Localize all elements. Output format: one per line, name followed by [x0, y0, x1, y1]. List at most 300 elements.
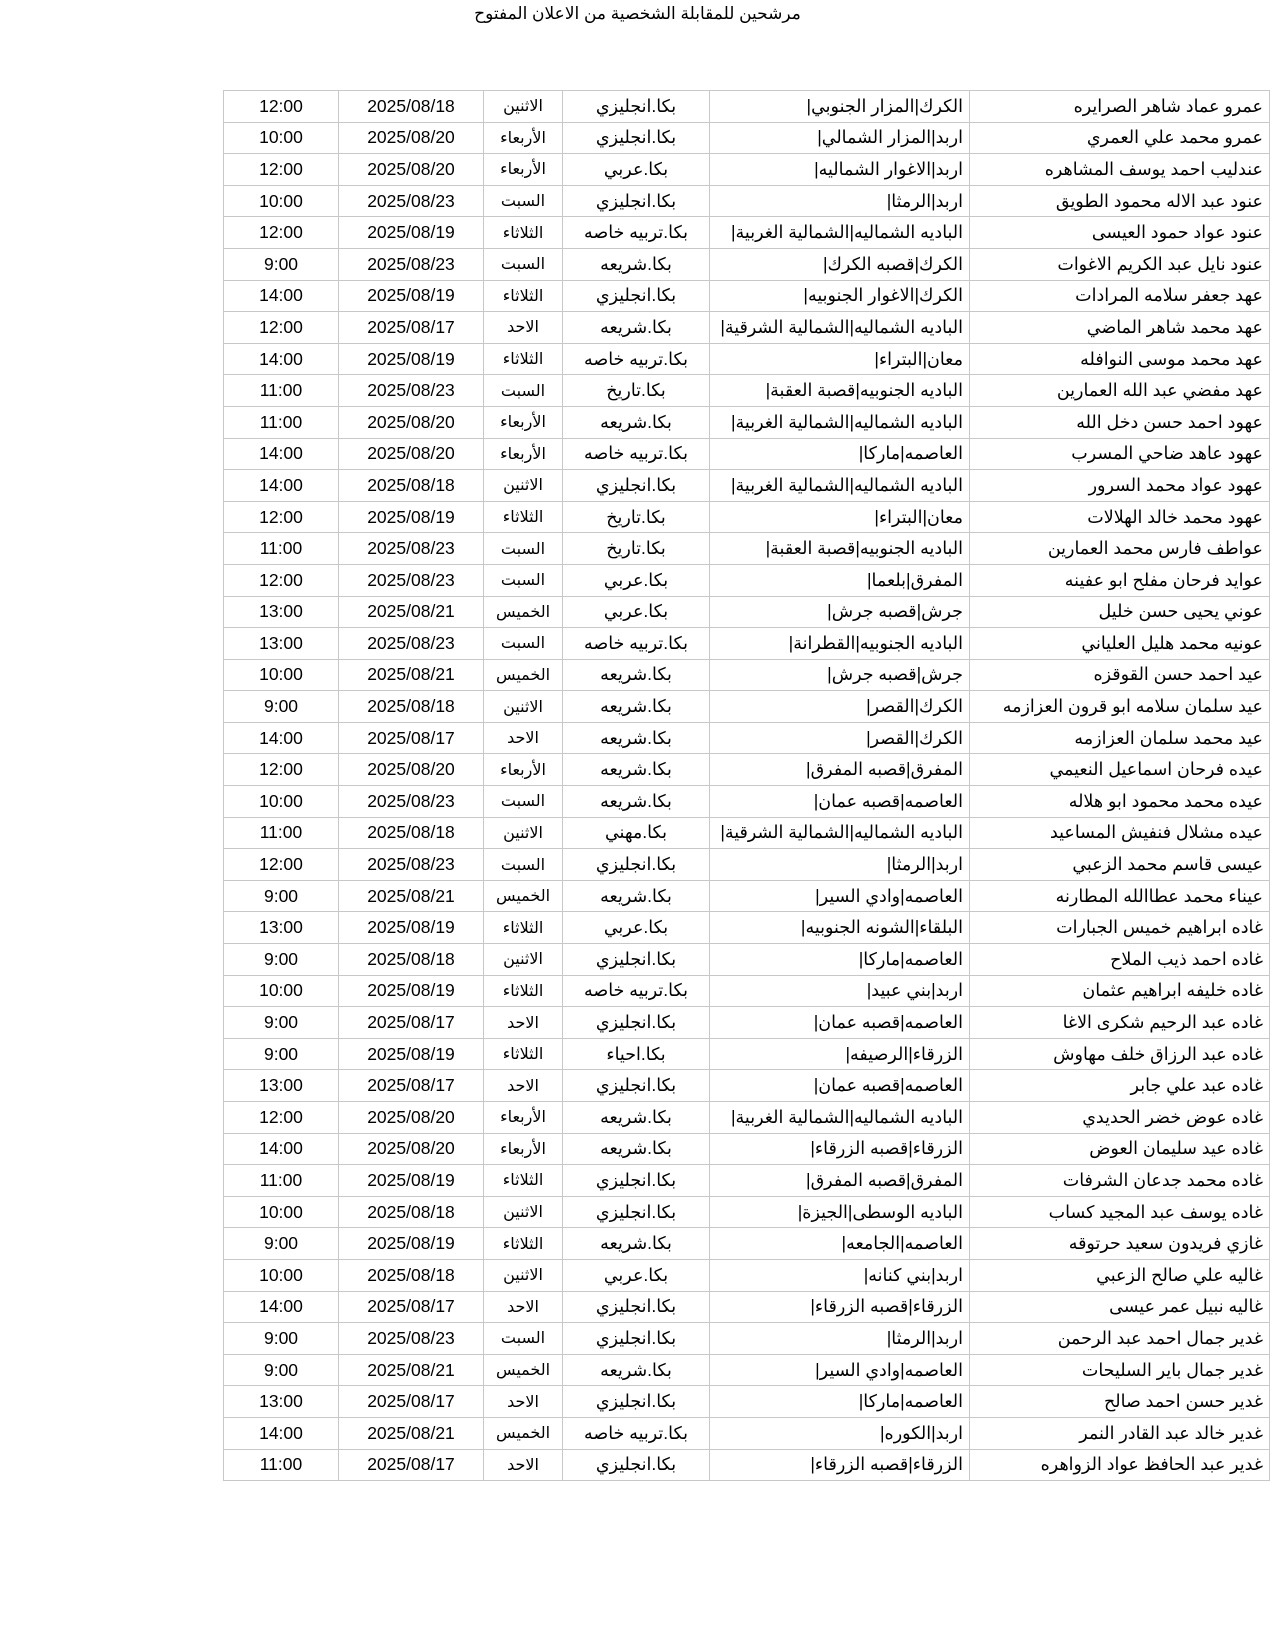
interview-day-cell: الثلاثاء — [484, 975, 563, 1007]
interview-time-cell: 9:00 — [224, 1354, 339, 1386]
candidate-name-cell: عيناء محمد عطاالله المطارنه — [970, 880, 1270, 912]
candidate-name-cell: عنود نايل عبد الكريم الاغوات — [970, 248, 1270, 280]
table-row — [224, 1133, 1270, 1165]
specialization-cell: بكا.تربيه خاصه — [563, 975, 710, 1007]
interview-day-cell: السبت — [484, 564, 563, 596]
specialization-cell: بكا.انجليزي — [563, 1165, 710, 1197]
directorate-cell: العاصمه|ماركا| — [710, 1386, 970, 1418]
interview-time-cell: 10:00 — [224, 1196, 339, 1228]
interview-date-cell: 2025/08/20 — [339, 438, 484, 470]
interview-time-cell: 9:00 — [224, 880, 339, 912]
directorate-cell: العاصمه|قصبه عمان| — [710, 1070, 970, 1102]
candidate-name-cell: عيده محمد محمود ابو هلاله — [970, 786, 1270, 818]
candidate-name-cell: عهد محمد موسى النوافله — [970, 343, 1270, 375]
specialization-cell: بكا.انجليزي — [563, 185, 710, 217]
interview-day-cell: الخميس — [484, 596, 563, 628]
interview-time-cell: 12:00 — [224, 754, 339, 786]
interview-date-cell: 2025/08/18 — [339, 944, 484, 976]
interview-day-cell: الأربعاء — [484, 754, 563, 786]
specialization-cell: بكا.تربيه خاصه — [563, 628, 710, 660]
interview-day-cell: الأربعاء — [484, 438, 563, 470]
interview-time-cell: 10:00 — [224, 185, 339, 217]
candidate-name-cell: عهود عواد محمد السرور — [970, 470, 1270, 502]
directorate-cell: الزرقاء|قصبه الزرقاء| — [710, 1133, 970, 1165]
interview-day-cell: الاثنين — [484, 691, 563, 723]
directorate-cell: اربد|المزار الشمالي| — [710, 122, 970, 154]
interview-day-cell: الاحد — [484, 1386, 563, 1418]
directorate-cell: المفرق|قصبه المفرق| — [710, 754, 970, 786]
interview-day-cell: الأربعاء — [484, 1102, 563, 1134]
directorate-cell: اربد|بني كنانه| — [710, 1259, 970, 1291]
interview-time-cell: 9:00 — [224, 1038, 339, 1070]
specialization-cell: بكا.شريعه — [563, 1133, 710, 1165]
candidate-name-cell: عونيه محمد هليل العلياني — [970, 628, 1270, 660]
candidate-name-cell: غاده عبد الرزاق خلف مهاوش — [970, 1038, 1270, 1070]
directorate-cell: جرش|قصبه جرش| — [710, 596, 970, 628]
specialization-cell: بكا.شريعه — [563, 722, 710, 754]
directorate-cell: العاصمه|قصبه عمان| — [710, 786, 970, 818]
table-row — [224, 564, 1270, 596]
table-row — [224, 312, 1270, 344]
interview-time-cell: 12:00 — [224, 217, 339, 249]
table-row — [224, 1449, 1270, 1481]
table-row — [224, 722, 1270, 754]
interview-day-cell: الاحد — [484, 1449, 563, 1481]
interview-day-cell: الثلاثاء — [484, 912, 563, 944]
directorate-cell: الكرك|المزار الجنوبي| — [710, 91, 970, 123]
specialization-cell: بكا.شريعه — [563, 1228, 710, 1260]
directorate-cell: الباديه الشماليه|الشمالية الشرقية| — [710, 312, 970, 344]
interview-time-cell: 10:00 — [224, 1259, 339, 1291]
interview-time-cell: 13:00 — [224, 912, 339, 944]
directorate-cell: الزرقاء|قصبه الزرقاء| — [710, 1291, 970, 1323]
table-row — [224, 1007, 1270, 1039]
interview-date-cell: 2025/08/17 — [339, 1007, 484, 1039]
interview-date-cell: 2025/08/19 — [339, 1038, 484, 1070]
interview-time-cell: 13:00 — [224, 628, 339, 660]
candidate-name-cell: عيده مشلال فنفيش المساعيد — [970, 817, 1270, 849]
interview-date-cell: 2025/08/19 — [339, 1165, 484, 1197]
table-row — [224, 659, 1270, 691]
candidate-name-cell: غاليه علي صالح الزعبي — [970, 1259, 1270, 1291]
interview-date-cell: 2025/08/23 — [339, 533, 484, 565]
candidate-name-cell: عهد محمد شاهر الماضي — [970, 312, 1270, 344]
table-row — [224, 1386, 1270, 1418]
interview-day-cell: الأربعاء — [484, 406, 563, 438]
specialization-cell: بكا.انجليزي — [563, 91, 710, 123]
interview-day-cell: الاحد — [484, 1007, 563, 1039]
interview-day-cell: الاحد — [484, 1291, 563, 1323]
specialization-cell: بكا.انجليزي — [563, 1291, 710, 1323]
specialization-cell: بكا.عربي — [563, 154, 710, 186]
interview-date-cell: 2025/08/23 — [339, 248, 484, 280]
interview-time-cell: 9:00 — [224, 1228, 339, 1260]
interview-day-cell: الاثنين — [484, 1259, 563, 1291]
candidate-name-cell: عيد سلمان سلامه ابو قرون العزازمه — [970, 691, 1270, 723]
interview-time-cell: 12:00 — [224, 501, 339, 533]
candidate-name-cell: عهود عاهد ضاحي المسرب — [970, 438, 1270, 470]
interview-time-cell: 12:00 — [224, 849, 339, 881]
interview-time-cell: 13:00 — [224, 1386, 339, 1418]
interview-date-cell: 2025/08/20 — [339, 1133, 484, 1165]
interview-date-cell: 2025/08/17 — [339, 1449, 484, 1481]
interview-date-cell: 2025/08/19 — [339, 501, 484, 533]
interview-day-cell: الخميس — [484, 1354, 563, 1386]
interview-time-cell: 12:00 — [224, 91, 339, 123]
table-row — [224, 975, 1270, 1007]
specialization-cell: بكا.شريعه — [563, 312, 710, 344]
interview-day-cell: السبت — [484, 849, 563, 881]
directorate-cell: الزرقاء|الرصيفه| — [710, 1038, 970, 1070]
interview-day-cell: السبت — [484, 248, 563, 280]
interview-day-cell: الأربعاء — [484, 1133, 563, 1165]
interview-date-cell: 2025/08/17 — [339, 1291, 484, 1323]
table-row — [224, 217, 1270, 249]
directorate-cell: الباديه الشماليه|الشمالية الغربية| — [710, 217, 970, 249]
interview-date-cell: 2025/08/20 — [339, 406, 484, 438]
candidate-name-cell: عهود محمد خالد الهلالات — [970, 501, 1270, 533]
interview-date-cell: 2025/08/20 — [339, 122, 484, 154]
specialization-cell: بكا.انجليزي — [563, 1386, 710, 1418]
candidate-name-cell: غاليه نبيل عمر عيسى — [970, 1291, 1270, 1323]
specialization-cell: بكا.انجليزي — [563, 1323, 710, 1355]
interview-date-cell: 2025/08/23 — [339, 185, 484, 217]
interview-time-cell: 14:00 — [224, 438, 339, 470]
directorate-cell: المفرق|بلعما| — [710, 564, 970, 596]
candidate-name-cell: غاده عوض خضر الحديدي — [970, 1102, 1270, 1134]
interview-time-cell: 14:00 — [224, 1133, 339, 1165]
interview-day-cell: الثلاثاء — [484, 1165, 563, 1197]
table-row — [224, 248, 1270, 280]
directorate-cell: اربد|الاغوار الشماليه| — [710, 154, 970, 186]
directorate-cell: الكرك|الاغوار الجنوبيه| — [710, 280, 970, 312]
interview-date-cell: 2025/08/21 — [339, 596, 484, 628]
interview-day-cell: السبت — [484, 185, 563, 217]
interview-date-cell: 2025/08/23 — [339, 628, 484, 660]
interview-day-cell: الثلاثاء — [484, 501, 563, 533]
directorate-cell: الباديه الوسطى|الجيزة| — [710, 1196, 970, 1228]
table-row — [224, 1165, 1270, 1197]
interview-time-cell: 9:00 — [224, 944, 339, 976]
table-row — [224, 1323, 1270, 1355]
table-row — [224, 375, 1270, 407]
interview-date-cell: 2025/08/19 — [339, 975, 484, 1007]
interview-time-cell: 14:00 — [224, 1291, 339, 1323]
specialization-cell: بكا.احياء — [563, 1038, 710, 1070]
table-row — [224, 185, 1270, 217]
directorate-cell: اربد|الكوره| — [710, 1417, 970, 1449]
interview-date-cell: 2025/08/23 — [339, 786, 484, 818]
specialization-cell: بكا.شريعه — [563, 659, 710, 691]
specialization-cell: بكا.انجليزي — [563, 1007, 710, 1039]
interview-day-cell: الاثنين — [484, 944, 563, 976]
interview-time-cell: 12:00 — [224, 564, 339, 596]
directorate-cell: الباديه الجنوبيه|القطرانة| — [710, 628, 970, 660]
candidate-name-cell: غاده عبد الرحيم شكرى الاغا — [970, 1007, 1270, 1039]
table-row — [224, 1291, 1270, 1323]
candidate-name-cell: عهد جعفر سلامه المرادات — [970, 280, 1270, 312]
table-row — [224, 786, 1270, 818]
specialization-cell: بكا.انجليزي — [563, 470, 710, 502]
specialization-cell: بكا.شريعه — [563, 880, 710, 912]
table-row — [224, 1259, 1270, 1291]
table-row — [224, 1417, 1270, 1449]
interview-time-cell: 11:00 — [224, 406, 339, 438]
interview-time-cell: 14:00 — [224, 722, 339, 754]
candidate-name-cell: غدير خالد عبد القادر النمر — [970, 1417, 1270, 1449]
interview-date-cell: 2025/08/19 — [339, 343, 484, 375]
table-row — [224, 628, 1270, 660]
candidate-name-cell: غاده عبد علي جابر — [970, 1070, 1270, 1102]
directorate-cell: اربد|بني عبيد| — [710, 975, 970, 1007]
table-row — [224, 1038, 1270, 1070]
specialization-cell: بكا.عربي — [563, 596, 710, 628]
specialization-cell: بكا.شريعه — [563, 1354, 710, 1386]
candidates-table — [223, 90, 1270, 1481]
directorate-cell: الكرك|القصر| — [710, 722, 970, 754]
specialization-cell: بكا.انجليزي — [563, 944, 710, 976]
interview-time-cell: 12:00 — [224, 154, 339, 186]
interview-time-cell: 14:00 — [224, 343, 339, 375]
specialization-cell: بكا.انجليزي — [563, 122, 710, 154]
directorate-cell: البلقاء|الشونه الجنوبيه| — [710, 912, 970, 944]
table-row — [224, 406, 1270, 438]
interview-time-cell: 9:00 — [224, 691, 339, 723]
interview-day-cell: الاثنين — [484, 1196, 563, 1228]
table-row — [224, 533, 1270, 565]
interview-time-cell: 10:00 — [224, 659, 339, 691]
directorate-cell: اربد|الرمثا| — [710, 185, 970, 217]
directorate-cell: الباديه الجنوبيه|قصبة العقبة| — [710, 375, 970, 407]
page-title: مرشحين للمقابلة الشخصية من الاعلان المفتوح — [474, 4, 801, 23]
table-row — [224, 1196, 1270, 1228]
interview-time-cell: 12:00 — [224, 1102, 339, 1134]
interview-date-cell: 2025/08/18 — [339, 1196, 484, 1228]
interview-day-cell: الثلاثاء — [484, 217, 563, 249]
candidate-name-cell: غدير جمال احمد عبد الرحمن — [970, 1323, 1270, 1355]
candidate-name-cell: غاده ابراهيم خميس الجبارات — [970, 912, 1270, 944]
interview-day-cell: الاثنين — [484, 91, 563, 123]
interview-date-cell: 2025/08/23 — [339, 375, 484, 407]
interview-day-cell: الاحد — [484, 1070, 563, 1102]
interview-day-cell: الثلاثاء — [484, 280, 563, 312]
interview-day-cell: الثلاثاء — [484, 343, 563, 375]
interview-time-cell: 10:00 — [224, 122, 339, 154]
table-row — [224, 944, 1270, 976]
specialization-cell: بكا.تاريخ — [563, 533, 710, 565]
interview-day-cell: السبت — [484, 786, 563, 818]
table-row — [224, 438, 1270, 470]
candidate-name-cell: غازي فريدون سعيد حرتوقه — [970, 1228, 1270, 1260]
candidate-name-cell: عنود عبد الاله محمود الطويق — [970, 185, 1270, 217]
table-row — [224, 154, 1270, 186]
directorate-cell: الباديه الشماليه|الشمالية الغربية| — [710, 470, 970, 502]
specialization-cell: بكا.شريعه — [563, 691, 710, 723]
specialization-cell: بكا.انجليزي — [563, 1449, 710, 1481]
interview-day-cell: الخميس — [484, 659, 563, 691]
interview-date-cell: 2025/08/20 — [339, 1102, 484, 1134]
table-row — [224, 1354, 1270, 1386]
interview-day-cell: الاثنين — [484, 817, 563, 849]
table-row — [224, 1070, 1270, 1102]
interview-date-cell: 2025/08/18 — [339, 91, 484, 123]
interview-time-cell: 13:00 — [224, 1070, 339, 1102]
specialization-cell: بكا.شريعه — [563, 406, 710, 438]
interview-time-cell: 14:00 — [224, 470, 339, 502]
table-row — [224, 470, 1270, 502]
interview-day-cell: الخميس — [484, 1417, 563, 1449]
specialization-cell: بكا.عربي — [563, 912, 710, 944]
candidate-name-cell: غاده خليفه ابراهيم عثمان — [970, 975, 1270, 1007]
interview-date-cell: 2025/08/20 — [339, 154, 484, 186]
directorate-cell: الزرقاء|قصبه الزرقاء| — [710, 1449, 970, 1481]
candidate-name-cell: عمرو محمد علي العمري — [970, 122, 1270, 154]
specialization-cell: بكا.شريعه — [563, 248, 710, 280]
specialization-cell: بكا.تربيه خاصه — [563, 343, 710, 375]
directorate-cell: الكرك|القصر| — [710, 691, 970, 723]
specialization-cell: بكا.عربي — [563, 1259, 710, 1291]
table-row — [224, 122, 1270, 154]
specialization-cell: بكا.تربيه خاصه — [563, 438, 710, 470]
interview-day-cell: الأربعاء — [484, 154, 563, 186]
interview-time-cell: 9:00 — [224, 248, 339, 280]
interview-date-cell: 2025/08/20 — [339, 754, 484, 786]
candidate-name-cell: عوني يحيى حسن خليل — [970, 596, 1270, 628]
interview-date-cell: 2025/08/18 — [339, 691, 484, 723]
candidate-name-cell: عنود عواد حمود العيسى — [970, 217, 1270, 249]
directorate-cell: اربد|الرمثا| — [710, 849, 970, 881]
interview-day-cell: الاحد — [484, 312, 563, 344]
candidate-name-cell: غدير حسن احمد صالح — [970, 1386, 1270, 1418]
directorate-cell: الباديه الشماليه|الشمالية الغربية| — [710, 1102, 970, 1134]
directorate-cell: العاصمه|ماركا| — [710, 438, 970, 470]
interview-day-cell: الاثنين — [484, 470, 563, 502]
candidate-name-cell: غاده عيد سليمان العوض — [970, 1133, 1270, 1165]
directorate-cell: الباديه الشماليه|الشمالية الغربية| — [710, 406, 970, 438]
interview-day-cell: الخميس — [484, 880, 563, 912]
candidate-name-cell: عهد مفضي عبد الله العمارين — [970, 375, 1270, 407]
interview-time-cell: 11:00 — [224, 1449, 339, 1481]
specialization-cell: بكا.شريعه — [563, 1102, 710, 1134]
specialization-cell: بكا.تربيه خاصه — [563, 1417, 710, 1449]
table-row — [224, 849, 1270, 881]
interview-date-cell: 2025/08/21 — [339, 1354, 484, 1386]
interview-time-cell: 12:00 — [224, 312, 339, 344]
table-row — [224, 91, 1270, 123]
interview-date-cell: 2025/08/19 — [339, 217, 484, 249]
specialization-cell: بكا.مهني — [563, 817, 710, 849]
candidate-name-cell: عيده فرحان اسماعيل النعيمي — [970, 754, 1270, 786]
interview-date-cell: 2025/08/17 — [339, 722, 484, 754]
table-row — [224, 1102, 1270, 1134]
interview-time-cell: 10:00 — [224, 786, 339, 818]
specialization-cell: بكا.تاريخ — [563, 501, 710, 533]
directorate-cell: العاصمه|قصبه عمان| — [710, 1007, 970, 1039]
specialization-cell: بكا.انجليزي — [563, 1196, 710, 1228]
interview-time-cell: 11:00 — [224, 375, 339, 407]
table-row — [224, 596, 1270, 628]
candidate-name-cell: عيد احمد حسن القوقزه — [970, 659, 1270, 691]
directorate-cell: المفرق|قصبه المفرق| — [710, 1165, 970, 1197]
candidate-name-cell: عواطف فارس محمد العمارين — [970, 533, 1270, 565]
interview-time-cell: 14:00 — [224, 280, 339, 312]
interview-date-cell: 2025/08/17 — [339, 1386, 484, 1418]
interview-date-cell: 2025/08/21 — [339, 659, 484, 691]
table-row — [224, 501, 1270, 533]
specialization-cell: بكا.شريعه — [563, 786, 710, 818]
candidate-name-cell: غدير جمال باير السليحات — [970, 1354, 1270, 1386]
interview-day-cell: السبت — [484, 1323, 563, 1355]
candidate-name-cell: عيسى قاسم محمد الزعبي — [970, 849, 1270, 881]
candidate-name-cell: غاده احمد ذيب الملاح — [970, 944, 1270, 976]
interview-date-cell: 2025/08/18 — [339, 470, 484, 502]
interview-date-cell: 2025/08/23 — [339, 564, 484, 596]
candidate-name-cell: غدير عبد الحافظ عواد الزواهره — [970, 1449, 1270, 1481]
table-row — [224, 691, 1270, 723]
interview-time-cell: 9:00 — [224, 1323, 339, 1355]
candidate-name-cell: عندليب احمد يوسف المشاهره — [970, 154, 1270, 186]
candidate-name-cell: عهود احمد حسن دخل الله — [970, 406, 1270, 438]
table-row — [224, 912, 1270, 944]
interview-date-cell: 2025/08/18 — [339, 1259, 484, 1291]
specialization-cell: بكا.انجليزي — [563, 1070, 710, 1102]
specialization-cell: بكا.انجليزي — [563, 280, 710, 312]
directorate-cell: معان|البتراء| — [710, 343, 970, 375]
interview-time-cell: 14:00 — [224, 1417, 339, 1449]
interview-day-cell: الثلاثاء — [484, 1038, 563, 1070]
table-row — [224, 880, 1270, 912]
interview-date-cell: 2025/08/19 — [339, 1228, 484, 1260]
directorate-cell: الباديه الشماليه|الشمالية الشرقية| — [710, 817, 970, 849]
directorate-cell: العاصمه|وادي السير| — [710, 1354, 970, 1386]
candidate-name-cell: عوايد فرحان مفلح ابو عفينه — [970, 564, 1270, 596]
interview-day-cell: السبت — [484, 375, 563, 407]
interview-day-cell: السبت — [484, 628, 563, 660]
directorate-cell: الباديه الجنوبيه|قصبة العقبة| — [710, 533, 970, 565]
candidate-name-cell: غاده محمد جدعان الشرفات — [970, 1165, 1270, 1197]
interview-date-cell: 2025/08/23 — [339, 849, 484, 881]
directorate-cell: العاصمه|وادي السير| — [710, 880, 970, 912]
directorate-cell: العاصمه|الجامعه| — [710, 1228, 970, 1260]
interview-day-cell: السبت — [484, 533, 563, 565]
table-row — [224, 343, 1270, 375]
specialization-cell: بكا.عربي — [563, 564, 710, 596]
candidate-name-cell: غاده يوسف عبد المجيد كساب — [970, 1196, 1270, 1228]
interview-day-cell: الأربعاء — [484, 122, 563, 154]
candidate-name-cell: عيد محمد سلمان العزازمه — [970, 722, 1270, 754]
interview-date-cell: 2025/08/17 — [339, 1070, 484, 1102]
interview-time-cell: 13:00 — [224, 596, 339, 628]
specialization-cell: بكا.تاريخ — [563, 375, 710, 407]
interview-date-cell: 2025/08/23 — [339, 1323, 484, 1355]
directorate-cell: معان|البتراء| — [710, 501, 970, 533]
interview-day-cell: الاحد — [484, 722, 563, 754]
directorate-cell: العاصمه|ماركا| — [710, 944, 970, 976]
interview-date-cell: 2025/08/18 — [339, 817, 484, 849]
table-row — [224, 817, 1270, 849]
table-row — [224, 754, 1270, 786]
interview-time-cell: 11:00 — [224, 1165, 339, 1197]
table-row — [224, 1228, 1270, 1260]
directorate-cell: اربد|الرمثا| — [710, 1323, 970, 1355]
interview-date-cell: 2025/08/21 — [339, 880, 484, 912]
specialization-cell: بكا.تربيه خاصه — [563, 217, 710, 249]
interview-time-cell: 10:00 — [224, 975, 339, 1007]
interview-day-cell: الثلاثاء — [484, 1228, 563, 1260]
candidate-name-cell: عمرو عماد شاهر الصرايره — [970, 91, 1270, 123]
interview-date-cell: 2025/08/21 — [339, 1417, 484, 1449]
interview-date-cell: 2025/08/19 — [339, 912, 484, 944]
